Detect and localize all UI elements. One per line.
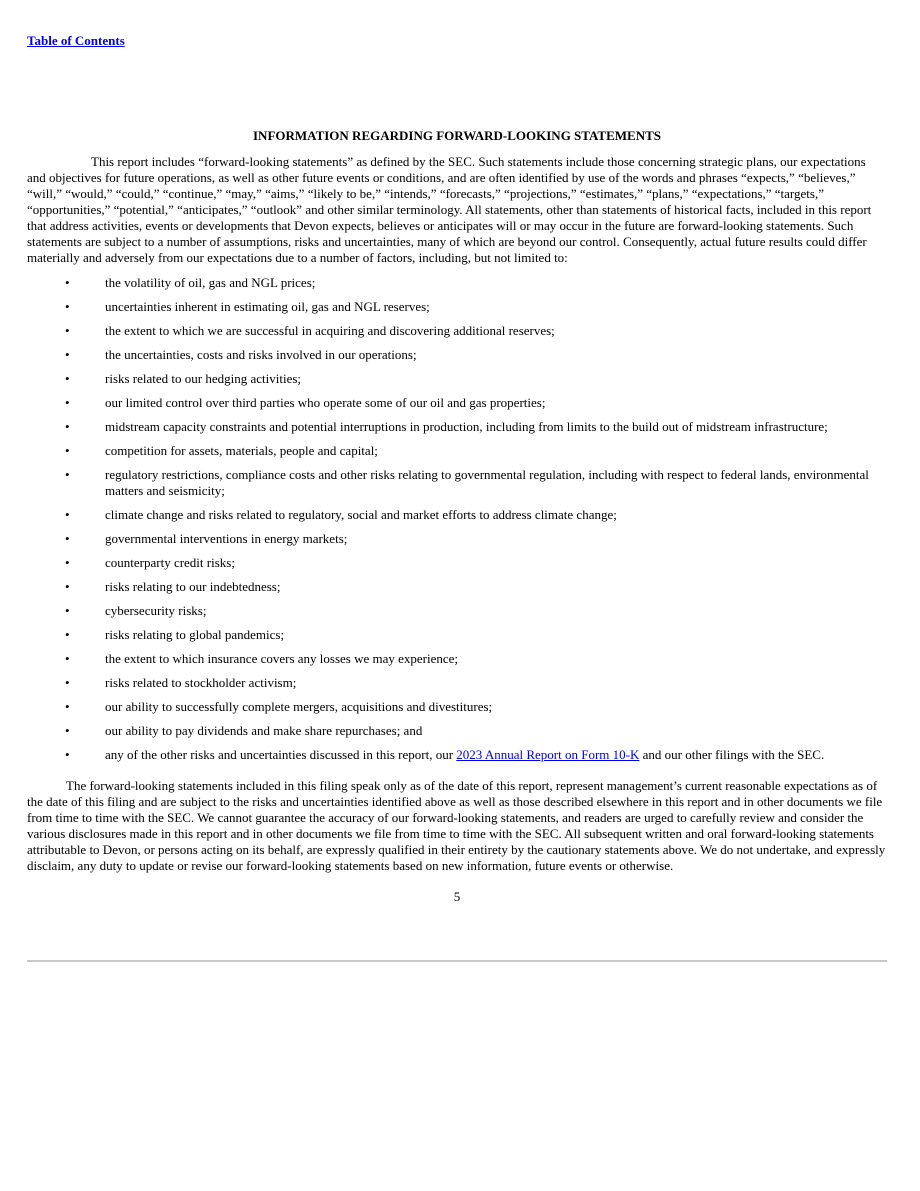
bullet-icon: • — [65, 603, 70, 618]
bullet-icon: • — [65, 395, 70, 410]
bullet-icon: • — [65, 347, 70, 362]
list-item-text: our limited control over third parties who operate some of our oil and gas properties; — [105, 395, 546, 410]
list-item-text: counterparty credit risks; — [105, 555, 235, 570]
bullet-icon: • — [65, 723, 70, 738]
list-item — [27, 371, 887, 387]
list-item — [27, 467, 887, 499]
list-item-text: risks relating to global pandemics; — [105, 627, 285, 642]
list-item — [27, 323, 887, 339]
bullet-icon: • — [65, 299, 70, 314]
bullet-icon: • — [65, 675, 70, 690]
list-item — [27, 579, 887, 595]
intro-paragraph: This report includes “forward-looking statements” as defined by the SEC. Such statements include those concerning strategic plans, our expectations and objectives for future operations, as well as other future events or conditions, and are often identified by use of the words and phrases “expects,” “believes,” “will,” “would,” “could,” “continue,” “may,” “aims,” “likely to be,” “intends,” “forecasts,” “projections,” “estimates,” “plans,” “expectations,” “targets,” “opportunities,” “potential,” “anticipates,” “outlook” and other similar terminology. All statements, other than statements of historical facts, included in this report that address activities, events or developments that Devon expects, believes or anticipates will or may occur in the future are forward-looking statements. Such statements are subject to a number of assumptions, risks and uncertainties, many of which are beyond our control. Consequently, actual future results could differ materially and adversely from our expectations due to a number of factors, including, but not limited to: — [27, 154, 872, 265]
list-item-text: risks related to our hedging activities; — [105, 371, 302, 386]
list-item-text: cybersecurity risks; — [105, 603, 207, 618]
list-item-text: our ability to pay dividends and make share repurchases; and — [105, 723, 423, 738]
list-item — [27, 531, 887, 547]
list-item — [27, 507, 887, 523]
list-item — [27, 675, 887, 691]
bullet-icon: • — [65, 275, 70, 290]
list-item — [27, 395, 887, 411]
bullet-icon: • — [65, 699, 70, 714]
list-item-text: governmental interventions in energy markets; — [105, 531, 348, 546]
table-of-contents-link[interactable]: Table of Contents — [27, 33, 125, 48]
bullet-icon: • — [65, 507, 70, 522]
bullet-icon: • — [65, 747, 70, 762]
list-item — [27, 747, 887, 763]
list-item — [27, 275, 887, 291]
bullet-icon: • — [65, 531, 70, 546]
list-item — [27, 651, 887, 667]
bullet-icon: • — [65, 371, 70, 386]
list-item-text: our ability to successfully complete mergers, acquisitions and divestitures; — [105, 699, 493, 714]
list-item — [27, 603, 887, 619]
list-item-text: regulatory restrictions, compliance costs and other risks relating to governmental regulation, including with respect to federal lands, environmental matters and seismicity; — [105, 467, 869, 498]
closing-paragraph: The forward-looking statements included in this filing speak only as of the date of this report, represent management’s current reasonable expectations as of the date of this filing and are subject to the risks and uncertainties identified above as well as those described elsewhere in this report and in other documents we file from time to time with the SEC. We cannot guarantee the accuracy of our forward-looking statements, and readers are urged to carefully review and consider the various disclosures made in this report and in other documents we file from time to time with the SEC. All subsequent written and oral forward-looking statements attributable to Devon, or persons acting on its behalf, are expressly qualified in their entirety by the cautionary statements above. We do not undertake, and expressly disclaim, any duty to update or revise our forward-looking statements based on new information, future events or otherwise. — [27, 778, 886, 873]
list-item-text: the uncertainties, costs and risks involved in our operations; — [105, 347, 417, 362]
bullet-icon: • — [65, 651, 70, 666]
bullet-icon: • — [65, 555, 70, 570]
bullet-icon: • — [65, 419, 70, 434]
bullet-icon: • — [65, 443, 70, 458]
list-item-text: the extent to which insurance covers any losses we may experience; — [105, 651, 459, 666]
page-divider — [27, 960, 887, 962]
list-item-text: risks relating to our indebtedness; — [105, 579, 281, 594]
section-heading: INFORMATION REGARDING FORWARD-LOOKING STATEMENTS — [253, 128, 661, 143]
list-item-text: the extent to which we are successful in acquiring and discovering additional reserves; — [105, 323, 555, 338]
list-item-text-after: and our other filings with the SEC. — [639, 747, 825, 762]
list-item — [27, 299, 887, 315]
list-item-text: risks related to stockholder activism; — [105, 675, 297, 690]
list-item — [27, 627, 887, 643]
list-item-text: climate change and risks related to regulatory, social and market efforts to address climate change; — [105, 507, 617, 522]
list-item-text: uncertainties inherent in estimating oil, gas and NGL reserves; — [105, 299, 430, 314]
bullet-icon: • — [65, 579, 70, 594]
page-number: 5 — [453, 889, 461, 904]
list-item — [27, 723, 887, 739]
risk-factor-list — [27, 275, 887, 771]
list-item-text-before: any of the other risks and uncertainties discussed in this report, our — [105, 747, 457, 762]
list-item-text: the volatility of oil, gas and NGL prices; — [105, 275, 316, 290]
list-item — [27, 419, 887, 435]
list-item-text: competition for assets, materials, people and capital; — [105, 443, 378, 458]
list-item-text: midstream capacity constraints and potential interruptions in production, including from limits to the build out of midstream infrastructure; — [105, 419, 828, 434]
list-item — [27, 555, 887, 571]
list-item — [27, 443, 887, 459]
annual-report-link[interactable]: 2023 Annual Report on Form 10-K — [456, 747, 640, 762]
bullet-icon: • — [65, 467, 70, 482]
list-item — [27, 347, 887, 363]
list-item — [27, 699, 887, 715]
bullet-icon: • — [65, 627, 70, 642]
bullet-icon: • — [65, 323, 70, 338]
